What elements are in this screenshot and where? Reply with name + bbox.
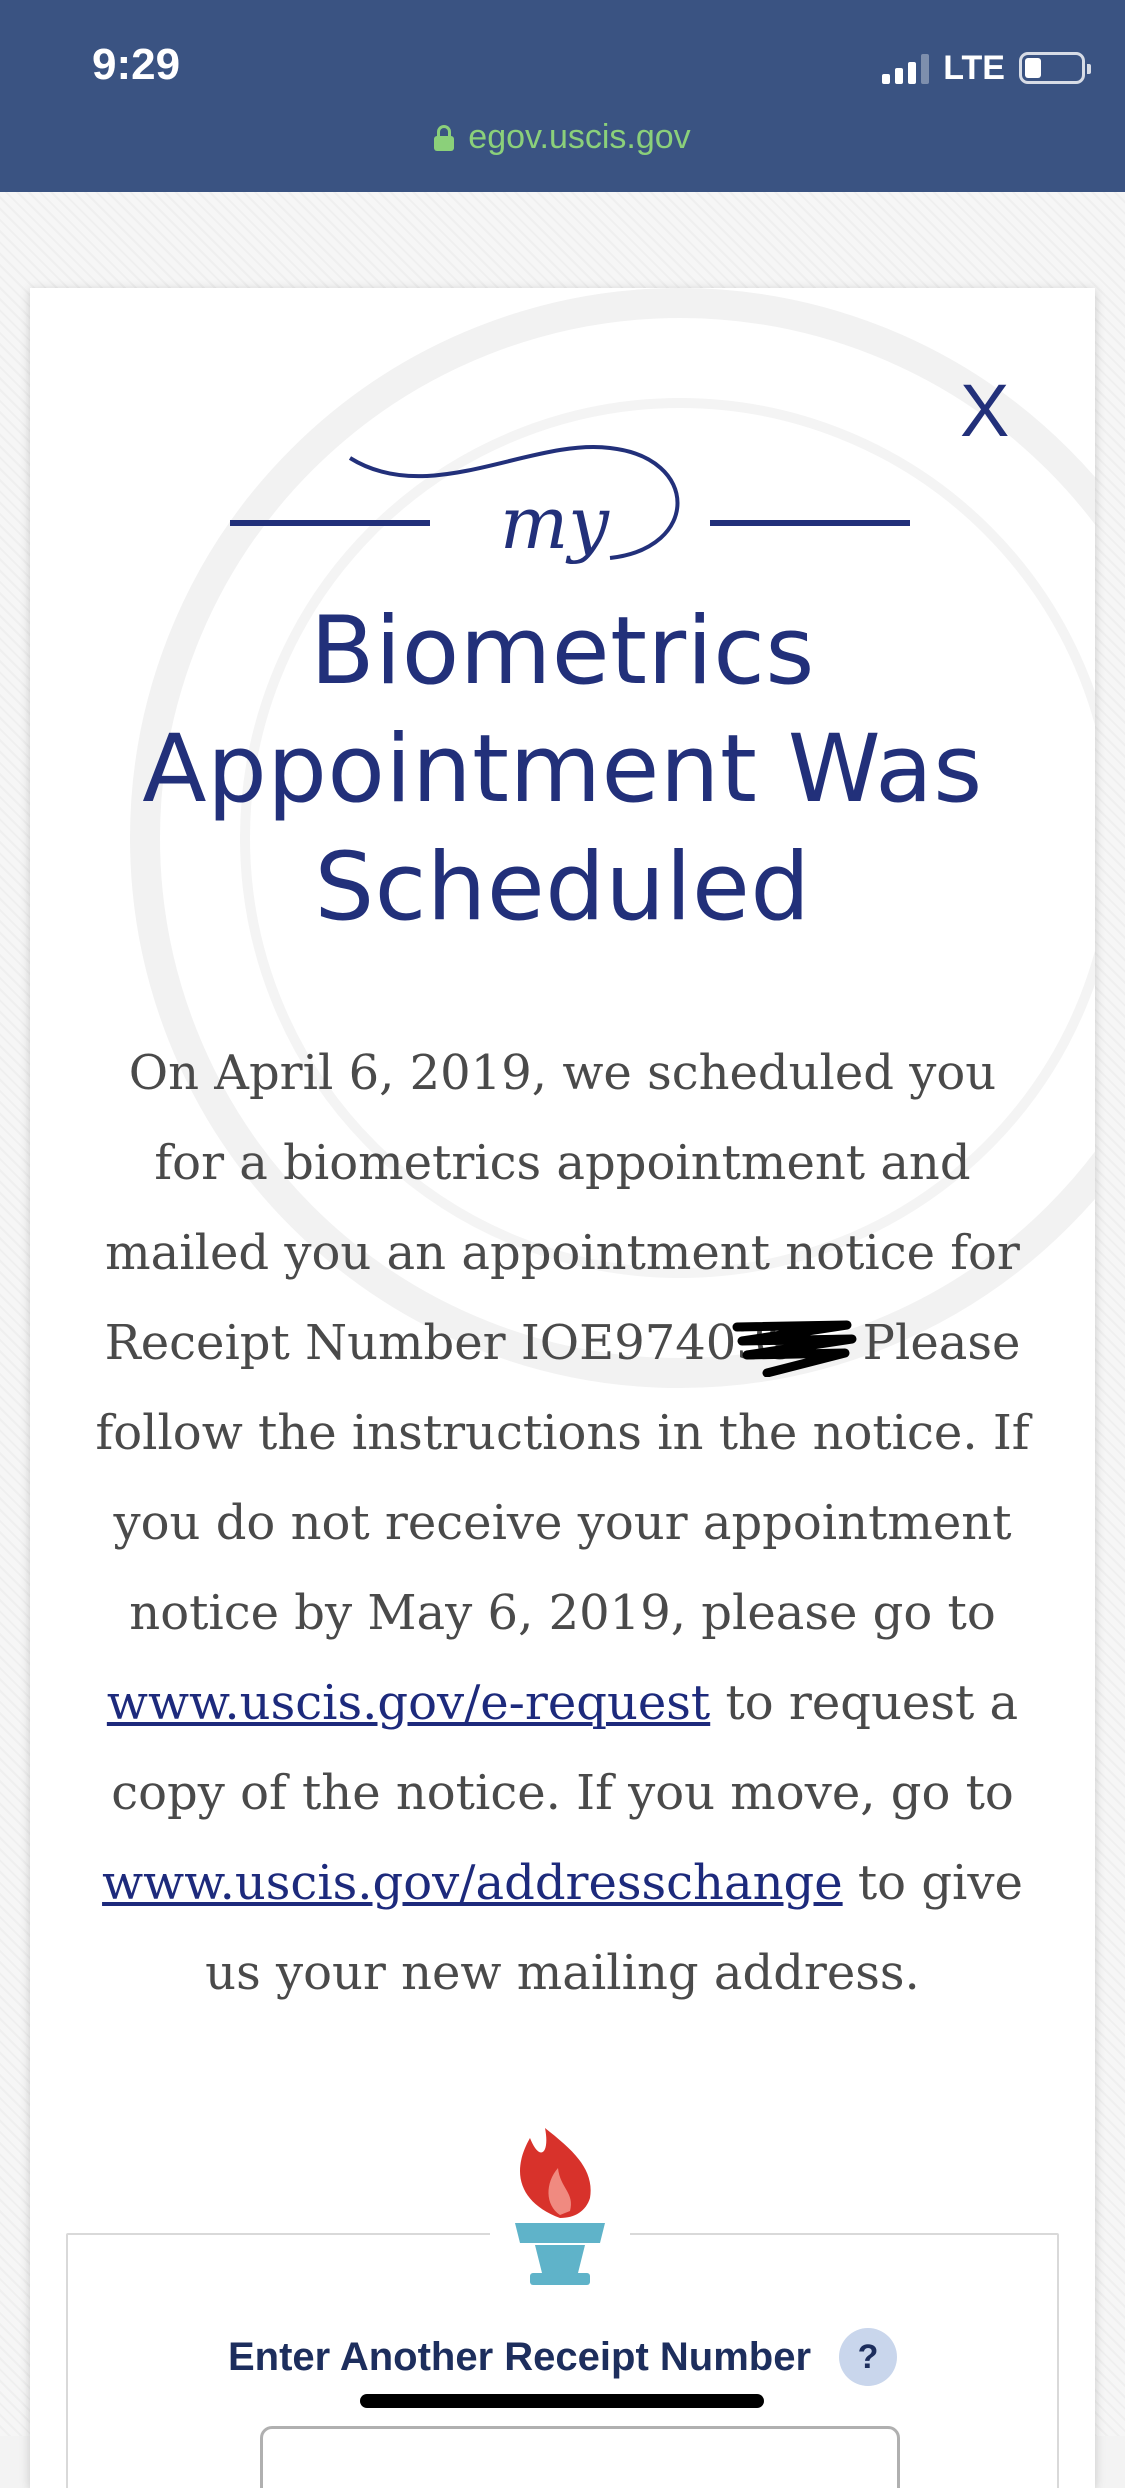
receipt-label-text: Enter Another Receipt Number — [227, 2334, 812, 2379]
close-button[interactable]: X — [960, 369, 1010, 452]
body-text-part: to request a copy of the notice. If you move, go to — [111, 1675, 1019, 1821]
case-status-body — [90, 1028, 1035, 2018]
network-label: LTE — [943, 48, 1005, 87]
help-icon[interactable]: ? — [839, 2328, 897, 2386]
battery-icon — [1019, 52, 1085, 84]
status-dialog — [30, 288, 1095, 2488]
receipt-number-label — [30, 2328, 1095, 2386]
title-line: Biometrics — [310, 597, 815, 706]
torch-icon — [490, 2123, 630, 2293]
body-text-part: On April 6, 2019, we scheduled you for a biometrics appointment and mailed you an appointment notice for Receipt Number IOE974039 — [104, 1045, 1020, 1371]
body-text-part: to give us your new mailing address. — [205, 1855, 1023, 2001]
my-uscis-logo — [230, 398, 910, 588]
address-bar[interactable] — [0, 118, 1125, 157]
svg-text:my: my — [500, 481, 609, 565]
status-time: 9:29 — [92, 40, 181, 89]
title-line: Scheduled — [314, 833, 811, 942]
address-change-link[interactable]: www.uscis.gov/addresschange — [102, 1855, 843, 1911]
home-indicator[interactable] — [360, 2394, 764, 2408]
body-text-part: Please follow the instructions in the notice. If you do not receive your appointment notice by May 6, 2019, please go to — [95, 1315, 1030, 1641]
title-line: Appointment Was — [142, 715, 983, 824]
status-bar — [0, 0, 1125, 192]
lock-icon — [434, 125, 454, 151]
redaction-scribble — [727, 1317, 857, 1377]
url-text: egov.uscis.gov — [468, 118, 691, 156]
receipt-number-input[interactable] — [260, 2426, 900, 2488]
status-indicators — [882, 48, 1085, 88]
signal-icon — [882, 52, 929, 84]
dialog-title — [30, 593, 1095, 947]
e-request-link[interactable]: www.uscis.gov/e-request — [106, 1675, 711, 1731]
